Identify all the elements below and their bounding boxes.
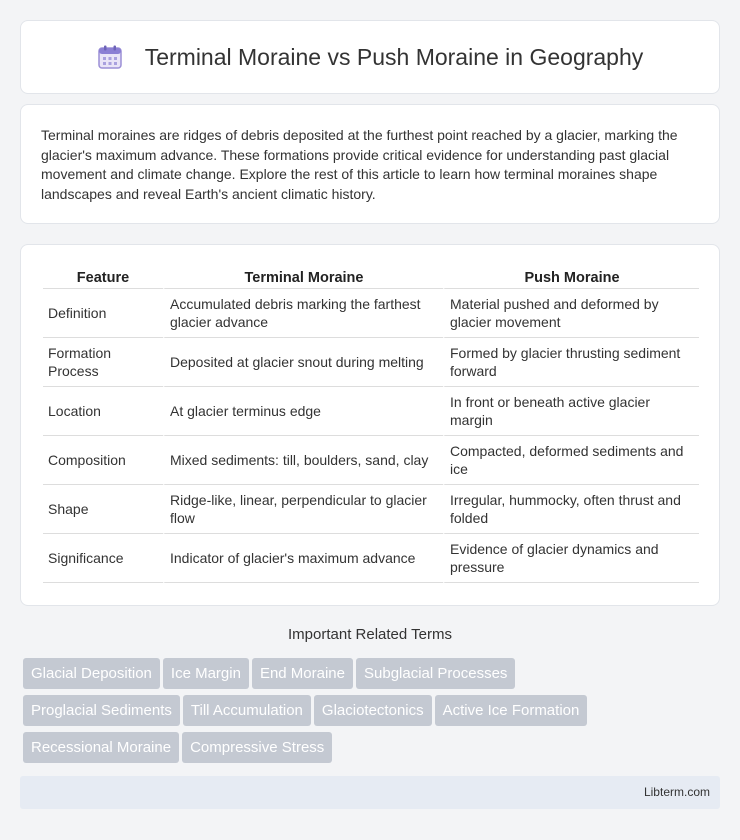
table-row <box>43 436 699 485</box>
table-header-row <box>43 265 699 289</box>
page-title: Terminal Moraine vs Push Moraine in Geography <box>144 43 644 70</box>
footer <box>20 776 720 809</box>
table-row <box>43 534 699 583</box>
tag-active-ice-formation[interactable]: Active Ice Formation <box>435 695 588 726</box>
terminal-cell: Ridge-like, linear, perpendicular to glacier flow <box>163 485 443 534</box>
header-feature: Feature <box>43 265 163 289</box>
title-card <box>20 20 720 94</box>
intro-card <box>20 104 720 224</box>
feature-cell: Shape <box>43 485 163 534</box>
push-cell: Evidence of glacier dynamics and pressure <box>443 534 699 583</box>
feature-cell: Formation Process <box>43 338 163 387</box>
tag-ice-margin[interactable]: Ice Margin <box>163 658 249 689</box>
terminal-cell: Mixed sediments: till, boulders, sand, clay <box>163 436 443 485</box>
table-row <box>43 289 699 338</box>
related-terms-title: Important Related Terms <box>288 626 452 643</box>
feature-cell: Location <box>43 387 163 436</box>
table-row <box>43 338 699 387</box>
related-terms-tags <box>23 658 723 769</box>
tag-glacial-deposition[interactable]: Glacial Deposition <box>23 658 160 689</box>
push-cell: Irregular, hummocky, often thrust and folded <box>443 485 699 534</box>
push-cell: Formed by glacier thrusting sediment forward <box>443 338 699 387</box>
feature-cell: Definition <box>43 289 163 338</box>
tag-recessional-moraine[interactable]: Recessional Moraine <box>23 732 179 763</box>
push-cell: Material pushed and deformed by glacier movement <box>443 289 699 338</box>
footer-site-link[interactable]: Libterm.com <box>643 785 710 799</box>
table-row <box>43 485 699 534</box>
tag-proglacial-sediments[interactable]: Proglacial Sediments <box>23 695 180 726</box>
tag-glaciotectonics[interactable]: Glaciotectonics <box>314 695 432 726</box>
tag-till-accumulation[interactable]: Till Accumulation <box>183 695 311 726</box>
tag-compressive-stress[interactable]: Compressive Stress <box>182 732 332 763</box>
header-terminal-moraine: Terminal Moraine <box>163 265 443 289</box>
tag-subglacial-processes[interactable]: Subglacial Processes <box>356 658 515 689</box>
header-push-moraine: Push Moraine <box>443 265 699 289</box>
feature-cell: Significance <box>43 534 163 583</box>
tag-end-moraine[interactable]: End Moraine <box>252 658 353 689</box>
terminal-cell: Deposited at glacier snout during melting <box>163 338 443 387</box>
terminal-cell: Indicator of glacier's maximum advance <box>163 534 443 583</box>
comparison-table-card <box>20 244 720 606</box>
push-cell: Compacted, deformed sediments and ice <box>443 436 699 485</box>
terminal-cell: Accumulated debris marking the farthest glacier advance <box>163 289 443 338</box>
push-cell: In front or beneath active glacier margin <box>443 387 699 436</box>
intro-text: Terminal moraines are ridges of debris deposited at the furthest point reached by a glacier, marking the glacier's maximum advance. These formations provide critical evidence for understanding past glacial movement and climate change. Explore the rest of this article to learn how terminal moraines shape landscapes and reveal Earth's ancient climatic history. <box>41 127 678 202</box>
terminal-cell: At glacier terminus edge <box>163 387 443 436</box>
table-row <box>43 387 699 436</box>
comparison-table <box>43 265 699 583</box>
calendar-icon <box>97 44 123 70</box>
feature-cell: Composition <box>43 436 163 485</box>
